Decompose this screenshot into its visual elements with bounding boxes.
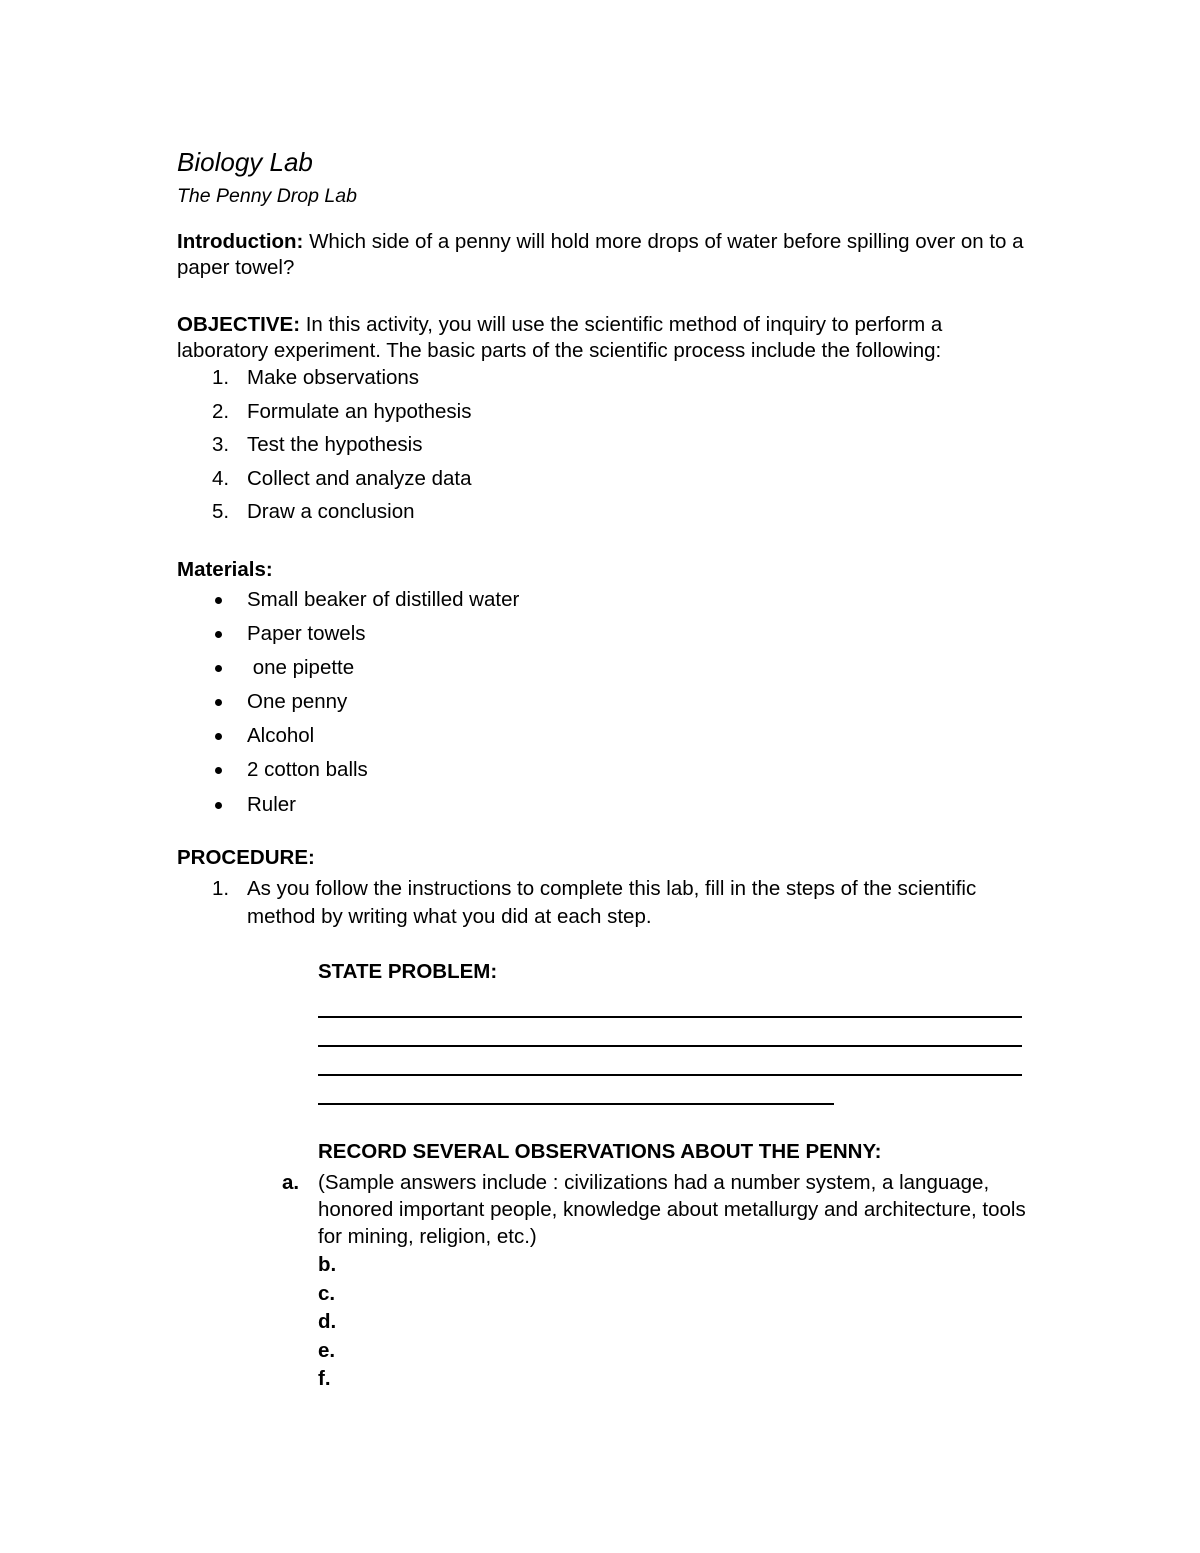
bullet-icon bbox=[215, 802, 222, 809]
list-letter: c. bbox=[318, 1281, 336, 1305]
document-subtitle: The Penny Drop Lab bbox=[177, 185, 357, 207]
list-item-text: One penny bbox=[247, 690, 348, 714]
list-item bbox=[177, 398, 1027, 432]
answer-line bbox=[318, 1047, 1022, 1076]
list-item-text: Formulate an hypothesis bbox=[247, 399, 472, 423]
list-item bbox=[177, 1337, 1027, 1364]
list-item bbox=[177, 498, 1027, 532]
list-item bbox=[177, 654, 1027, 688]
list-item bbox=[177, 1169, 1027, 1250]
list-letter: e. bbox=[318, 1338, 336, 1362]
bullet-icon bbox=[215, 699, 222, 706]
answer-line bbox=[318, 1018, 1022, 1047]
bullet-icon bbox=[215, 631, 222, 638]
answer-line bbox=[318, 989, 1022, 1018]
list-item bbox=[177, 1308, 1027, 1335]
document-title: Biology Lab bbox=[177, 147, 313, 177]
list-item bbox=[177, 586, 1027, 620]
list-number: 2. bbox=[212, 399, 230, 423]
list-number: 1. bbox=[212, 366, 230, 389]
list-letter: b. bbox=[318, 1253, 337, 1277]
list-item-text: Draw a conclusion bbox=[247, 500, 415, 523]
state-problem-label: STATE PROBLEM: bbox=[318, 959, 498, 983]
list-number: 5. bbox=[212, 500, 230, 523]
answer-line bbox=[318, 1076, 834, 1105]
list-item bbox=[177, 722, 1027, 756]
document-content bbox=[177, 145, 1027, 1394]
introduction-paragraph bbox=[177, 229, 1027, 281]
list-number: 3. bbox=[212, 433, 230, 456]
procedure-heading: PROCEDURE: bbox=[177, 845, 315, 869]
list-letter: f. bbox=[318, 1367, 331, 1391]
objective-paragraph bbox=[177, 312, 1027, 364]
list-item-text: (Sample answers include : civilizations had a number system, a language, honored important people, knowledge about metallurgy and architecture, tools for mining, religion, etc.) bbox=[318, 1170, 1026, 1248]
scientific-process-list bbox=[177, 364, 1027, 532]
list-item bbox=[177, 364, 1027, 398]
procedure-step bbox=[177, 875, 1027, 931]
list-item bbox=[177, 1251, 1027, 1278]
observations-list bbox=[177, 1169, 1027, 1393]
bullet-icon bbox=[215, 733, 222, 740]
introduction-text: Which side of a penny will hold more drops of water before spilling over on to a paper towel? bbox=[177, 230, 1024, 279]
list-number: 1. bbox=[212, 876, 230, 900]
list-item-text: Alcohol bbox=[247, 724, 315, 748]
bullet-icon bbox=[215, 597, 222, 604]
list-item bbox=[177, 756, 1027, 790]
list-item bbox=[177, 465, 1027, 499]
list-item-text: Collect and analyze data bbox=[247, 466, 472, 490]
list-item-text: Ruler bbox=[247, 792, 296, 816]
list-item bbox=[177, 1365, 1027, 1392]
materials-list bbox=[177, 586, 1027, 825]
list-item bbox=[177, 791, 1027, 825]
list-item bbox=[177, 1280, 1027, 1307]
list-item-text: 2 cotton balls bbox=[247, 758, 368, 782]
bullet-icon bbox=[215, 767, 222, 774]
list-item-text: one pipette bbox=[247, 655, 355, 679]
list-item-text: Small beaker of distilled water bbox=[247, 587, 520, 611]
list-letter: d. bbox=[318, 1310, 337, 1334]
observations-label: RECORD SEVERAL OBSERVATIONS ABOUT THE PENNY: bbox=[318, 1139, 882, 1163]
objective-label: OBJECTIVE: bbox=[177, 313, 301, 336]
materials-heading: Materials: bbox=[177, 557, 273, 581]
list-item-text: Paper towels bbox=[247, 621, 366, 645]
list-item bbox=[177, 620, 1027, 654]
list-letter: a. bbox=[282, 1170, 300, 1194]
list-item-text: Make observations bbox=[247, 366, 420, 389]
procedure-step-text: As you follow the instructions to complete this lab, fill in the steps of the scientific method by writing what you did at each step. bbox=[247, 876, 977, 928]
bullet-icon bbox=[215, 665, 222, 672]
list-item-text: Test the hypothesis bbox=[247, 433, 423, 456]
list-item bbox=[177, 431, 1027, 465]
objective-text: In this activity, you will use the scientific method of inquiry to perform a laboratory experiment. The basic parts of the scientific process include the following: bbox=[177, 313, 943, 362]
introduction-label: Introduction: bbox=[177, 230, 304, 253]
state-problem-answer-lines bbox=[318, 989, 1027, 1105]
list-number: 4. bbox=[212, 466, 230, 490]
list-item bbox=[177, 688, 1027, 722]
